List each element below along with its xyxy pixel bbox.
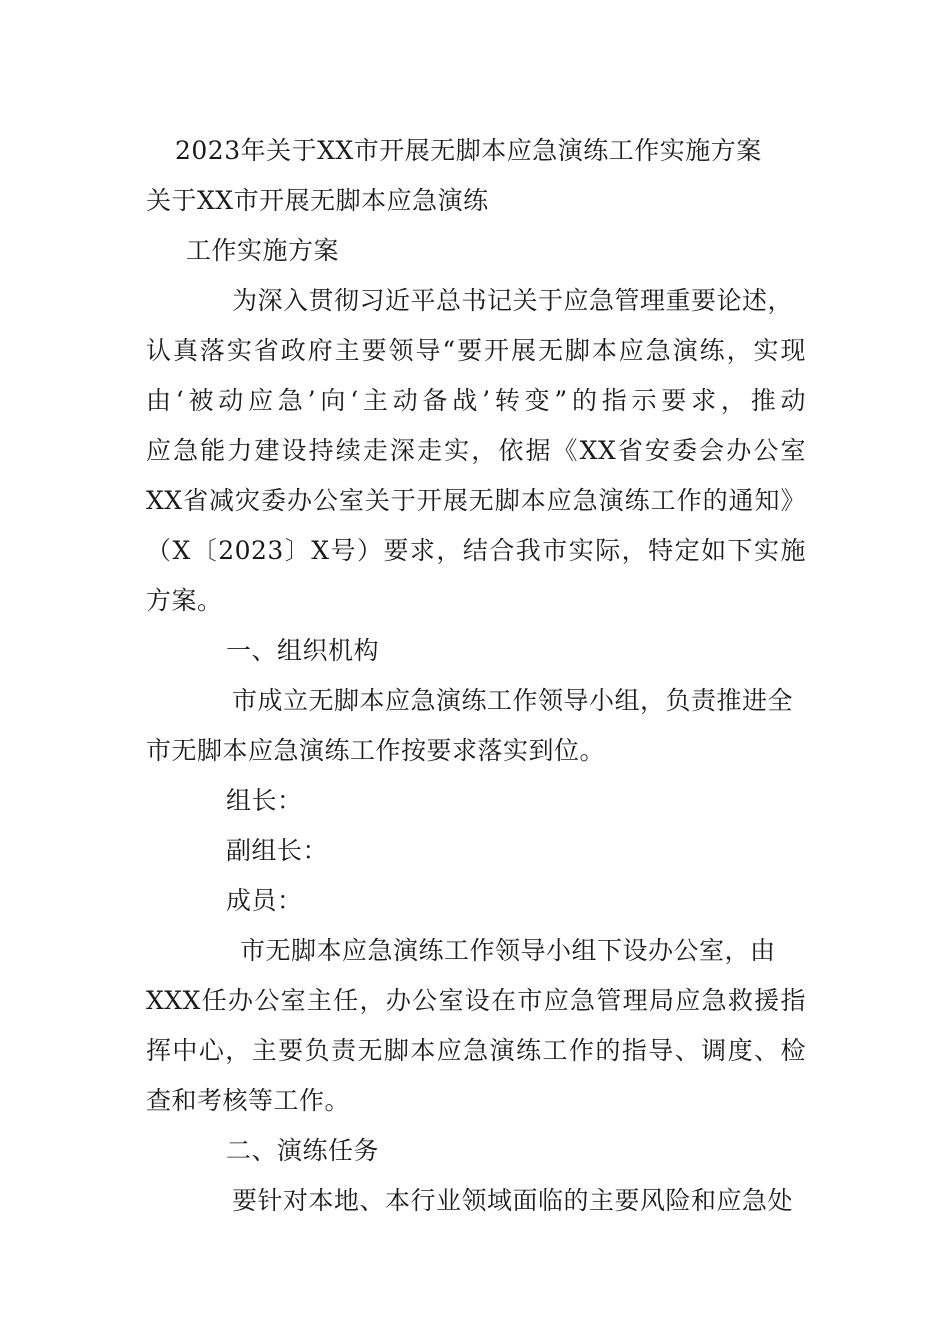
section1-para2-line3: 挥中心，主要负责无脚本应急演练工作的指导、调度、检 (146, 1036, 806, 1065)
section2-para1-line1: 要针对本地、本行业领域面临的主要风险和应急处 (232, 1186, 794, 1215)
intro-line-4: 应急能力建设持续走深走实，依据《XX省安委会办公室 (146, 436, 806, 465)
section2-heading: 二、演练任务 (226, 1136, 380, 1165)
members-label: 成员： (226, 886, 303, 915)
section1-para2-line2: XXX任办公室主任，办公室设在市应急管理局应急救援指 (146, 986, 806, 1015)
intro-line-6: （X〔2023〕X号）要求，结合我市实际，特定如下实施 (146, 536, 806, 565)
intro-line-2: 认真落实省政府主要领导“要开展无脚本应急演练，实现 (146, 336, 806, 365)
intro-line-7: 方案。 (146, 586, 223, 615)
section1-para1-line2: 市无脚本应急演练工作按要求落实到位。 (146, 736, 606, 765)
document-subtitle-line2: 工作实施方案 (186, 236, 340, 265)
section1-para2-line1: 市无脚本应急演练工作领导小组下设办公室，由 (240, 936, 776, 965)
intro-line-1: 为深入贯彻习近平总书记关于应急管理重要论述， (232, 286, 794, 315)
section1-heading: 一、组织机构 (226, 636, 380, 665)
deputy-leader-label: 副组长： (226, 836, 329, 865)
intro-line-3: 由‘被动应急’向‘主动备战’转变”的指示要求，推动 (146, 386, 806, 415)
intro-line-5: XX省减灾委办公室关于开展无脚本应急演练工作的通知》 (146, 486, 806, 515)
document-subtitle-line1: 关于XX市开展无脚本应急演练 (146, 186, 489, 215)
section1-para1-line1: 市成立无脚本应急演练工作领导小组，负责推进全 (232, 686, 794, 715)
group-leader-label: 组长： (226, 786, 303, 815)
document-title: 2023年关于XX市开展无脚本应急演练工作实施方案 (175, 136, 762, 165)
section1-para2-line4: 查和考核等工作。 (146, 1086, 351, 1115)
